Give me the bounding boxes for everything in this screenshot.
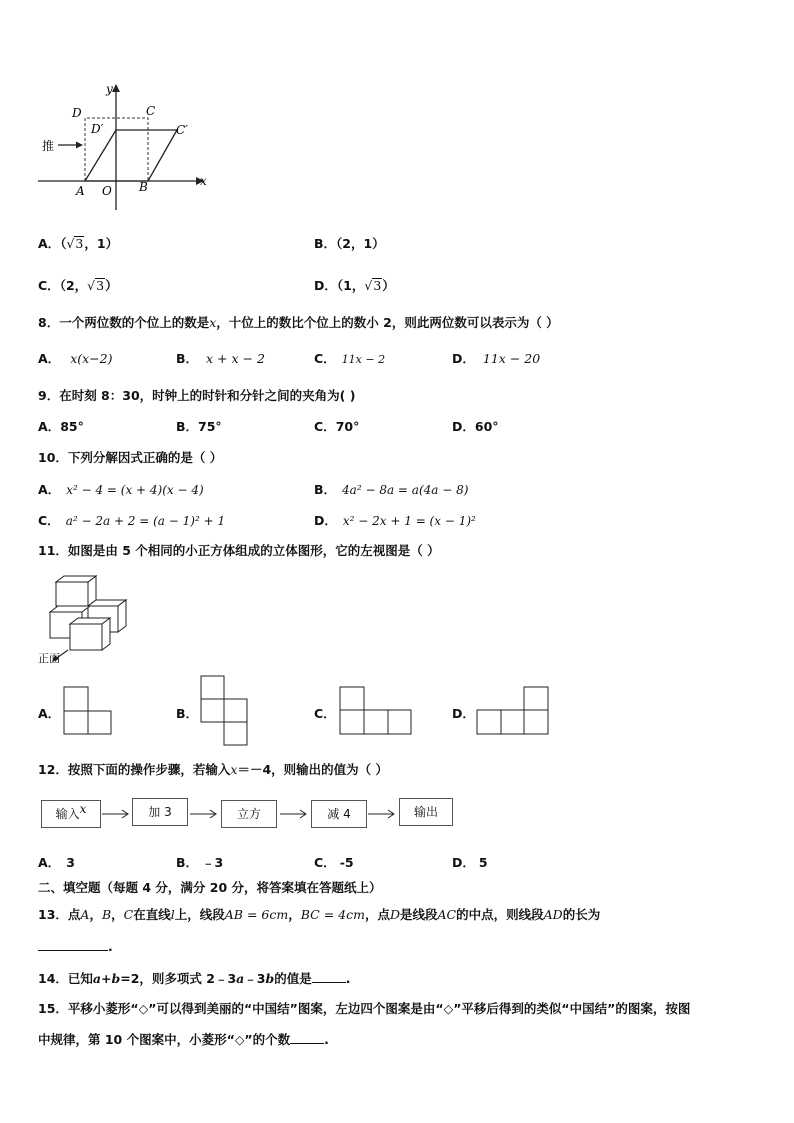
q15-line2: 中规律，第 10 个图案中，小菱形“◇”的个数 . [38, 1032, 329, 1047]
label-a: A [76, 184, 85, 198]
sqrt-symbol: √ [66, 236, 75, 251]
q12-stem: 12．按照下面的操作步骤，若输入x＝－4，则输出的值为（ ） [38, 762, 389, 777]
q11-option-b-view[interactable] [200, 675, 250, 747]
front-label: 正面 [38, 652, 60, 665]
left-cube-lid [50, 606, 90, 612]
q8-option-a[interactable]: A． x(x−2) [38, 351, 113, 366]
q8-option-d[interactable]: D． 11x − 20 [452, 351, 541, 366]
q11-option-c-label[interactable]: C． [314, 706, 336, 721]
q11-option-d-view[interactable] [476, 686, 550, 736]
answer-blank[interactable] [290, 1031, 324, 1044]
sqrt-symbol: √ [87, 278, 96, 293]
q12-option-a[interactable]: A． 3 [38, 855, 75, 870]
q10-stem: 10．下列分解因式正确的是（ ） [38, 450, 223, 465]
q11-option-a-view[interactable] [63, 686, 113, 736]
flow-arrow-icon [189, 808, 219, 820]
q10-option-a[interactable]: A． x² − 4 = (x + 4)(x − 4) [38, 482, 204, 497]
q7-option-b[interactable] [314, 234, 385, 252]
q11-option-c-view[interactable] [339, 686, 413, 736]
q9-option-b[interactable]: B．75° [176, 419, 222, 434]
label-push: 推 [42, 139, 55, 153]
q8-stem: 8．一个两位数的个位上的数是x，十位上的数比个位上的数小 2，则此两位数可以表示为（ ） [38, 315, 559, 330]
label-d: D [72, 106, 82, 120]
label-y: y [106, 82, 113, 96]
q15-line1: 15．平移小菱形“◇”可以得到美丽的“中国结”图案，左边四个图案是由“◇”平移后得到的类似“中国结”的图案，按图 [38, 1001, 691, 1016]
q8-option-c[interactable]: C． 11x − 2 [314, 351, 386, 366]
flow-box-add3: 加 3 [132, 798, 188, 826]
q11-stem: 11．如图是由 5 个相同的小正方体组成的立体图形，它的左视图是（ ） [38, 543, 440, 558]
q10-option-b[interactable]: B． 4a² − 8a = a(4a − 8) [314, 482, 469, 497]
section-heading: 二、填空题（每题 4 分，满分 20 分，将答案填在答题纸上） [38, 880, 382, 895]
q13-answer-line[interactable]: . [38, 938, 113, 954]
answer-blank [38, 938, 108, 951]
q11-option-b-label[interactable]: B． [176, 706, 199, 721]
flow-arrow-icon [279, 808, 309, 820]
q11-option-a-label[interactable]: A． [38, 706, 61, 721]
q9-option-c[interactable]: C．70° [314, 419, 360, 434]
q8-option-b[interactable]: B． x + x − 2 [176, 351, 265, 366]
q10-option-d[interactable]: D． x² − 2x + 1 = (x − 1)² [314, 513, 476, 528]
coordinate-figure [36, 78, 211, 218]
flow-arrow-icon [367, 808, 397, 820]
label-d-prime: D′ [91, 122, 104, 136]
top-cube-lid [56, 576, 96, 582]
option-text: （ [60, 236, 67, 251]
front-cube-front [70, 624, 102, 650]
q12-option-c[interactable]: C． -5 [314, 855, 354, 870]
option-text: （1， [336, 278, 365, 293]
radicand: 3 [96, 278, 105, 293]
q9-option-d[interactable]: D．60° [452, 419, 499, 434]
answer-blank[interactable] [312, 970, 346, 983]
radicand: 3 [75, 236, 84, 251]
q9-stem: 9．在时刻 8：30，时钟上的时针和分针之间的夹角为( ) [38, 388, 356, 403]
label-c-prime: C′ [176, 123, 188, 137]
y-axis-arrow-icon [112, 84, 120, 92]
label-o: O [102, 184, 112, 198]
q7-option-d[interactable] [314, 276, 395, 294]
label-c: C [146, 104, 156, 118]
top-cube-front [56, 582, 88, 606]
option-text: （2，1） [336, 236, 385, 251]
q13-stem: 13．点A，B，C在直线l上，线段AB = 6cm，BC = 4cm，点D是线段AC的中点，则线段AD的长为 [38, 907, 601, 922]
q10-option-c[interactable]: C． a² − 2a + 2 = (a − 1)² + 1 [38, 513, 226, 528]
option-label: A． [38, 236, 61, 251]
q7-option-a[interactable] [38, 234, 118, 252]
option-label: D． [314, 278, 337, 293]
q14-stem: 14．已知a+b=2，则多项式 2﹣3a﹣3b的值是 . [38, 971, 351, 986]
q12-option-b[interactable]: B． ﹣3 [176, 855, 224, 870]
label-x: x [200, 174, 207, 188]
q11-option-d-label[interactable]: D． [452, 706, 475, 721]
q12-option-d[interactable]: D． 5 [452, 855, 488, 870]
radicand: 3 [373, 278, 382, 293]
parallelogram [85, 130, 177, 181]
q7-option-c[interactable] [38, 276, 118, 294]
q9-option-a[interactable]: A．85° [38, 419, 84, 434]
push-arrow-icon [76, 142, 83, 149]
option-text: ，1） [84, 236, 119, 251]
right-cube-side [118, 600, 126, 632]
option-text: （2， [59, 278, 88, 293]
front-cube-side [102, 618, 110, 650]
flow-box-input: 输入x [41, 800, 101, 828]
flow-arrow-icon [101, 808, 131, 820]
option-label: B． [314, 236, 337, 251]
option-text: ） [382, 278, 395, 293]
option-text: ） [105, 278, 118, 293]
option-label: C． [38, 278, 60, 293]
label-b: B [139, 180, 148, 194]
flow-box-sub4: 减 4 [311, 800, 367, 828]
sqrt-symbol: √ [364, 278, 373, 293]
flow-box-output: 输出 [399, 798, 453, 826]
flow-box-cube: 立方 [221, 800, 277, 828]
